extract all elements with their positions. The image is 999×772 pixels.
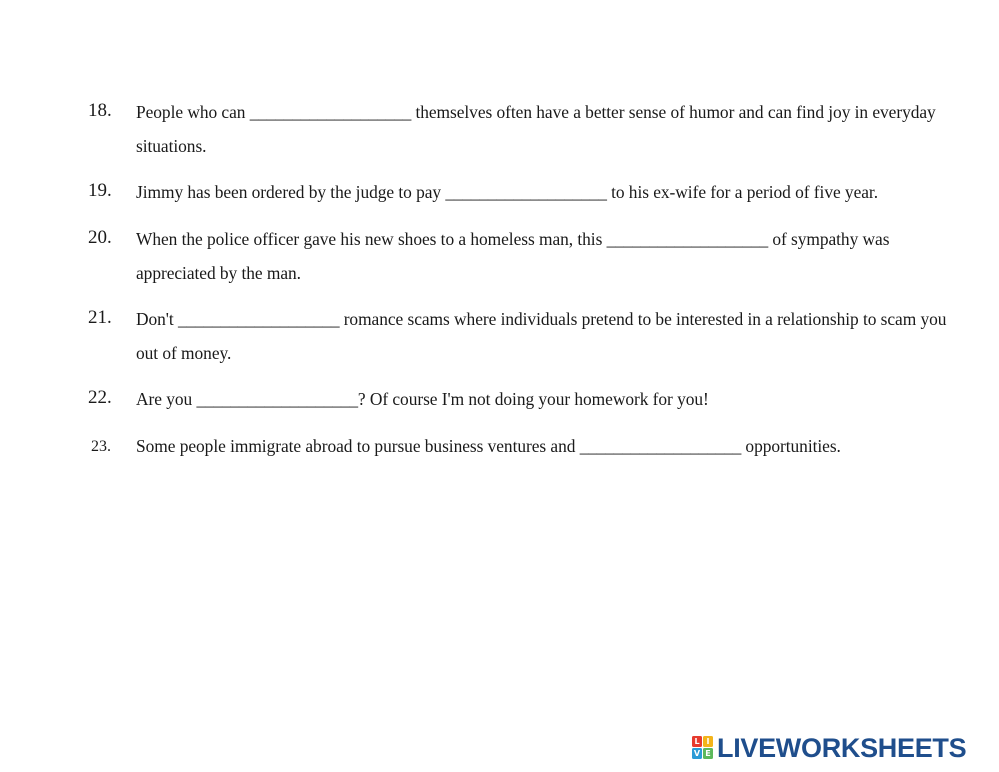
question-text <box>136 175 966 209</box>
logo-mark-icon <box>692 736 714 760</box>
liveworksheets-logo <box>692 734 966 762</box>
logo-text: LIVEWORKSHEETS <box>717 733 967 763</box>
question-text-before: Are you <box>136 389 197 409</box>
answer-blank[interactable]: ___________________ <box>579 436 742 456</box>
question-text-before: Some people immigrate abroad to pursue business ventures and <box>136 436 580 456</box>
logo-square-i: I <box>703 736 713 747</box>
question-number: 21. <box>88 307 112 328</box>
answer-blank[interactable]: ___________________ <box>177 309 340 329</box>
question-number: 22. <box>88 387 112 408</box>
answer-blank[interactable]: ___________________ <box>445 182 607 202</box>
question-text <box>136 95 966 163</box>
question-text <box>136 429 966 463</box>
question-text-after: opportunities. <box>741 436 841 456</box>
question-text-after: ? Of course I'm not doing your homework for you! <box>357 389 709 409</box>
answer-blank[interactable]: ___________________ <box>606 229 769 249</box>
question-text-after: to his ex-wife for a period of five year. <box>606 182 878 202</box>
question-number: 19. <box>88 180 112 201</box>
question-text-after: themselves often have a better sense of humor and can find joy in everyday situations. <box>136 102 936 156</box>
question-number: 18. <box>88 100 112 121</box>
answer-blank[interactable]: ___________________ <box>196 389 358 409</box>
question-text <box>136 302 966 370</box>
question-text <box>136 222 966 290</box>
question-text-before: When the police officer gave his new shoes to a homeless man, this <box>136 229 607 249</box>
question-text-after: romance scams where individuals pretend to be interested in a relationship to scam you out of money. <box>136 309 947 363</box>
question-text <box>136 382 966 416</box>
question-number: 20. <box>88 227 112 248</box>
question-number: 23. <box>91 438 111 455</box>
question-text-after: of sympathy was appreciated by the man. <box>136 229 890 283</box>
logo-square-l: L <box>692 736 702 747</box>
logo-square-v: V <box>693 749 701 758</box>
logo-square-e: E <box>703 748 713 759</box>
question-text-before: Don't <box>136 309 178 329</box>
answer-blank[interactable]: ___________________ <box>249 102 412 122</box>
question-text-before: People who can <box>136 102 250 122</box>
question-text-before: Jimmy has been ordered by the judge to pay <box>136 182 446 202</box>
